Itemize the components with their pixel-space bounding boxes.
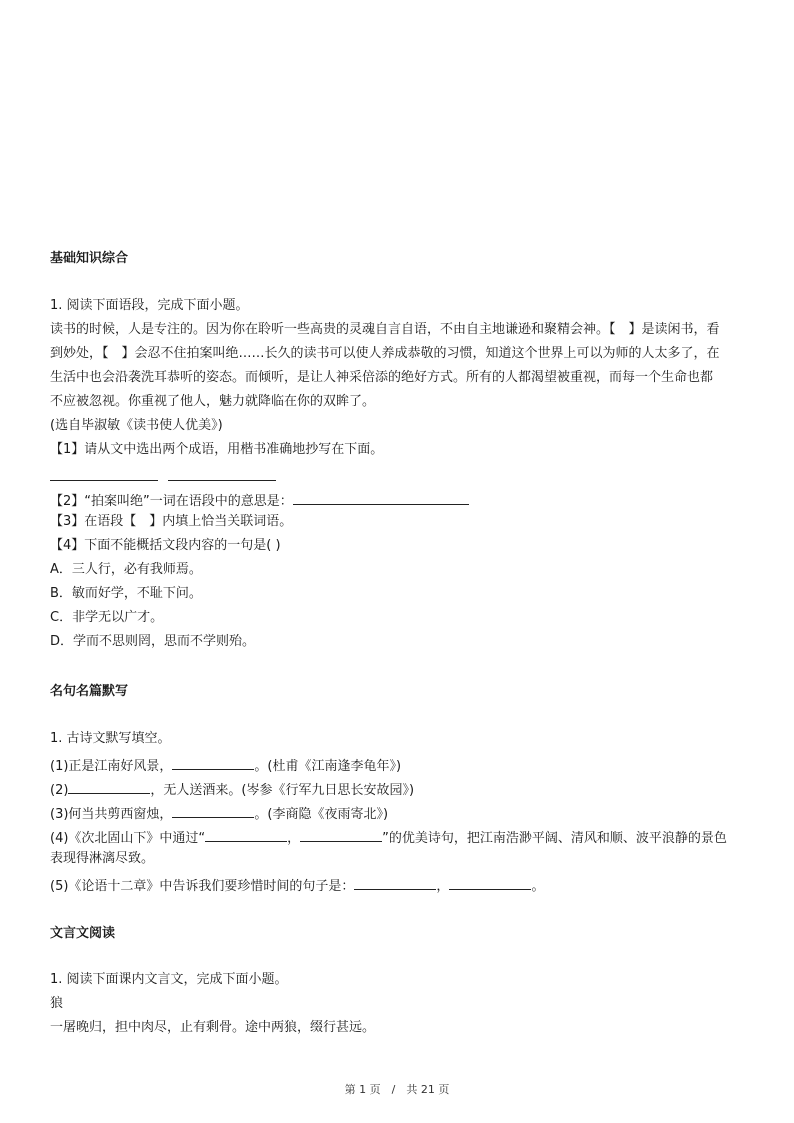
fill-item-text: ，无人送酒来。(岑参《行军九日思长安故园》) — [150, 783, 415, 798]
fill-item-text: 。 — [531, 879, 545, 894]
answer-blank[interactable] — [50, 466, 158, 481]
fill-item-text: ， — [287, 831, 301, 846]
question-intro: 1. 阅读下面语段，完成下面小题。 — [50, 298, 249, 313]
fill-item-5 — [50, 875, 544, 895]
fill-item-text: (2) — [50, 783, 69, 798]
fill-item-1 — [50, 755, 401, 775]
page-number-footer: 第 1 页 / 共 21 页 — [344, 1083, 450, 1096]
text-title: 狼 — [50, 996, 64, 1011]
fill-item-text: (5)《论语十二章》中告诉我们要珍惜时间的句子是： — [50, 879, 355, 894]
option-a: A．三人行，必有我师焉。 — [50, 562, 202, 577]
passage-source: (选自毕淑敏《读书使人优美》) — [50, 418, 223, 433]
fill-item-3 — [50, 803, 388, 823]
question-intro: 1. 古诗文默写填空。 — [50, 731, 171, 746]
answer-blank[interactable] — [205, 827, 287, 842]
option-d: D．学而不思则罔，思而不学则殆。 — [50, 634, 256, 649]
sub-question-2 — [50, 490, 469, 510]
answer-blank[interactable] — [168, 466, 276, 481]
section-heading-basic-knowledge: 基础知识综合 — [50, 251, 129, 266]
fill-item-4-continued: 表现得淋漓尽致。 — [50, 851, 155, 866]
question-intro: 1. 阅读下面课内文言文，完成下面小题。 — [50, 972, 288, 987]
passage-line: 生活中也会沿袭洗耳恭听的姿态。而倾听，是让人神采倍添的绝好方式。所有的人都渴望被重视，而每一个生命也都 — [50, 370, 714, 385]
passage-line: 不应被忽视。你重视了他人，魅力就降临在你的双眸了。 — [50, 394, 376, 409]
section-heading-classical-reading: 文言文阅读 — [50, 926, 116, 941]
fill-item-text: (3)何当共剪西窗烛， — [50, 807, 173, 822]
fill-item-2 — [50, 779, 414, 799]
fill-item-text: (1)正是江南好风景， — [50, 759, 173, 774]
answer-blank[interactable] — [172, 803, 254, 818]
answer-blanks-row — [50, 466, 276, 486]
answer-blank[interactable] — [300, 827, 382, 842]
answer-blank[interactable] — [293, 490, 469, 505]
fill-item-text: (4)《次北固山下》中通过“ — [50, 831, 206, 846]
sub-question-3: 【3】在语段【 】内填上恰当关联词语。 — [50, 514, 293, 529]
fill-item-text: ”的优美诗句，把江南浩渺平阔、清风和顺、波平浪静的景色 — [382, 831, 727, 846]
option-c: C．非学无以广才。 — [50, 610, 164, 625]
fill-item-text: ， — [436, 879, 450, 894]
passage-line: 读书的时候，人是专注的。因为你在聆听一些高贵的灵魂自言自语，不由自主地谦逊和聚精会神。【 】是读闲书，看 — [50, 322, 720, 337]
fill-item-4 — [50, 827, 727, 847]
sub-question-4: 【4】下面不能概括文段内容的一句是( ) — [50, 538, 281, 553]
section-heading-recitation: 名句名篇默写 — [50, 684, 129, 699]
answer-blank[interactable] — [449, 875, 531, 890]
answer-blank[interactable] — [68, 779, 150, 794]
answer-blank[interactable] — [172, 755, 254, 770]
option-b: B．敏而好学，不耻下问。 — [50, 586, 202, 601]
fill-item-text: 。(杜甫《江南逢李龟年》) — [254, 759, 402, 774]
sub-question-2-text: 【2】“拍案叫绝”一词在语段中的意思是： — [50, 494, 293, 509]
answer-blank[interactable] — [354, 875, 436, 890]
classical-text-line: 一屠晚归，担中肉尽，止有剩骨。途中两狼，缀行甚远。 — [50, 1020, 376, 1035]
sub-question-1: 【1】请从文中选出两个成语，用楷书准确地抄写在下面。 — [50, 442, 384, 457]
fill-item-text: 。(李商隐《夜雨寄北》) — [254, 807, 389, 822]
passage-line: 到妙处，【 】会忍不住拍案叫绝……长久的读书可以使人养成恭敬的习惯，知道这个世界上可以为师的人太多了，在 — [50, 346, 720, 361]
